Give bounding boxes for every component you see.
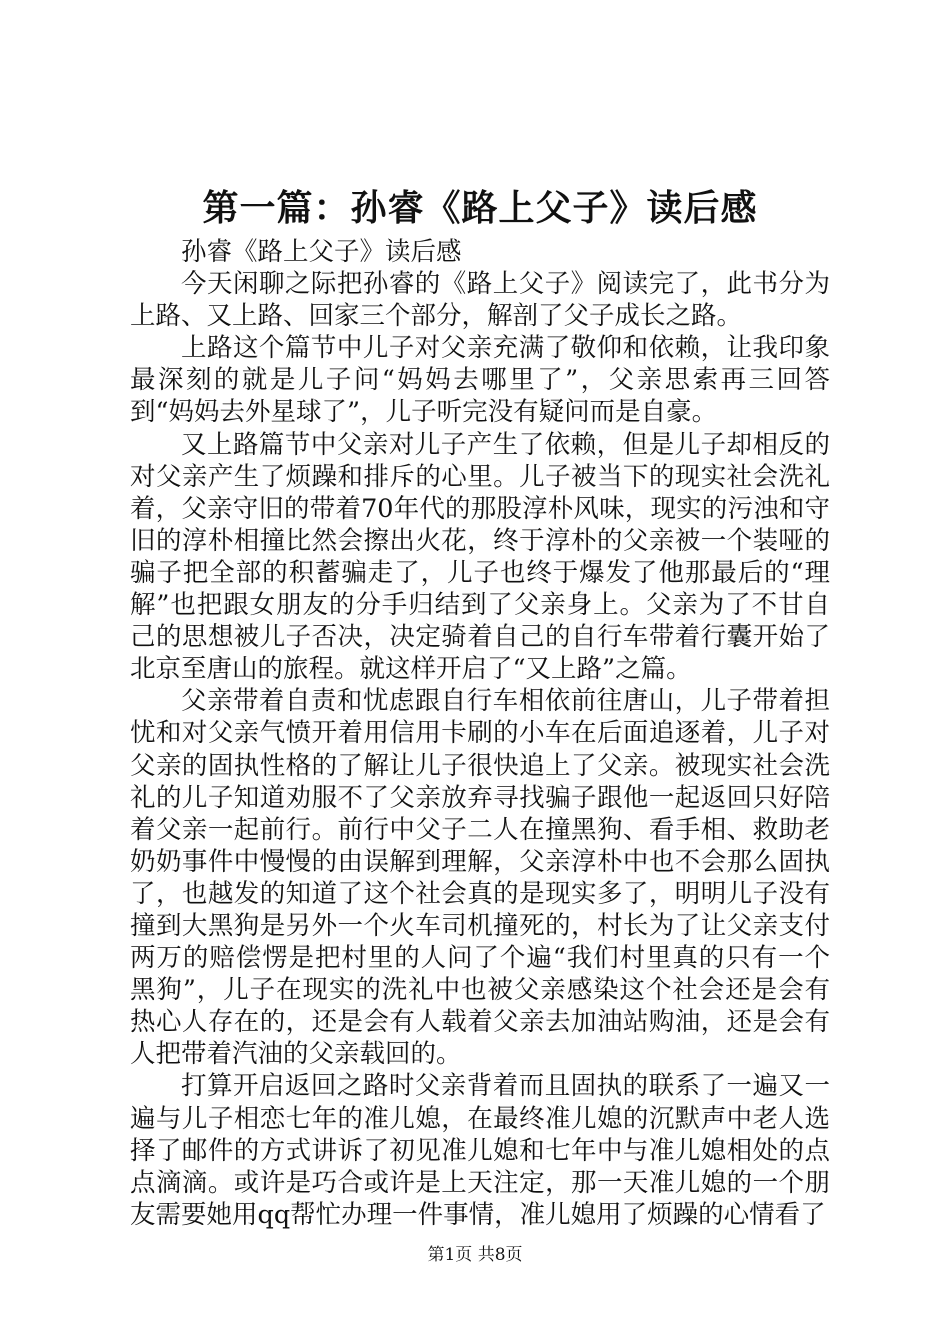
paragraph-return: 打算开启返回之路时父亲背着而且固执的联系了一遍又一遍与儿子相恋七年的准儿媳，在最终准儿媳的沉默声中老人选择了邮件的方式讲诉了初见准儿媳和七年中与准儿媳相处的点点滴滴。或许是巧合或许是上天注定，那一天准儿媳的一个朋友需要她用qq帮忙办理一件事情，准儿媳用了烦躁的心情看了 [130,1071,830,1230]
paragraph-intro: 今天闲聊之际把孙睿的《路上父子》阅读完了，此书分为上路、又上路、回家三个部分，解剖了父子成长之路。 [130,269,830,332]
paragraph-shanglu: 上路这个篇节中儿子对父亲充满了敬仰和依赖，让我印象最深刻的就是儿子问“妈妈去哪里了”，父亲思索再三回答到“妈妈去外星球了”，儿子听完没有疑问而是自豪。 [130,333,830,428]
paragraph-subtitle: 孙睿《路上父子》读后感 [181,237,462,267]
document-body [130,236,830,1231]
document-title: 第一篇：孙睿《路上父子》读后感 [202,188,758,229]
page-number-footer: 第1页 共8页 [427,1245,523,1265]
paragraph-journey: 父亲带着自责和忧虑跟自行车相依前往唐山，儿子带着担忧和对父亲气愤开着用信用卡刷的小车在后面追逐着，儿子对父亲的固执性格的了解让儿子很快追上了父亲。被现实社会洗礼的儿子知道劝服不了父亲放弃寻找骗子跟他一起返回只好陪着父亲一起前行。前行中父子二人在撞黑狗、看手相、救助老奶奶事件中慢慢的由误解到理解，父亲淳朴中也不会那么固执了，也越发的知道了这个社会真的是现实多了，明明儿子没有撞到大黑狗是另外一个火车司机撞死的，村长为了让父亲支付两万的赔偿愣是把村里的人问了个遍“我们村里真的只有一个黑狗”，儿子在现实的洗礼中也被父亲感染这个社会还是会有热心人存在的，还是会有人载着父亲去加油站购油，还是会有人把带着汽油的父亲载回的。 [130,686,830,1070]
paragraph-youshanglu: 又上路篇节中父亲对儿子产生了依赖，但是儿子却相反的对父亲产生了烦躁和排斥的心里。儿子被当下的现实社会洗礼着，父亲守旧的带着70年代的那股淳朴风味，现实的污浊和守旧的淳朴相撞比然会擦出火花，终于淳朴的父亲被一个装哑的骗子把全部的积蓄骗走了，儿子也终于爆发了他那最后的“理解”也把跟女朋友的分手归结到了父亲身上。父亲为了不甘自己的思想被儿子否决，决定骑着自己的自行车带着行囊开始了北京至唐山的旅程。就这样开启了“又上路”之篇。 [130,429,830,685]
